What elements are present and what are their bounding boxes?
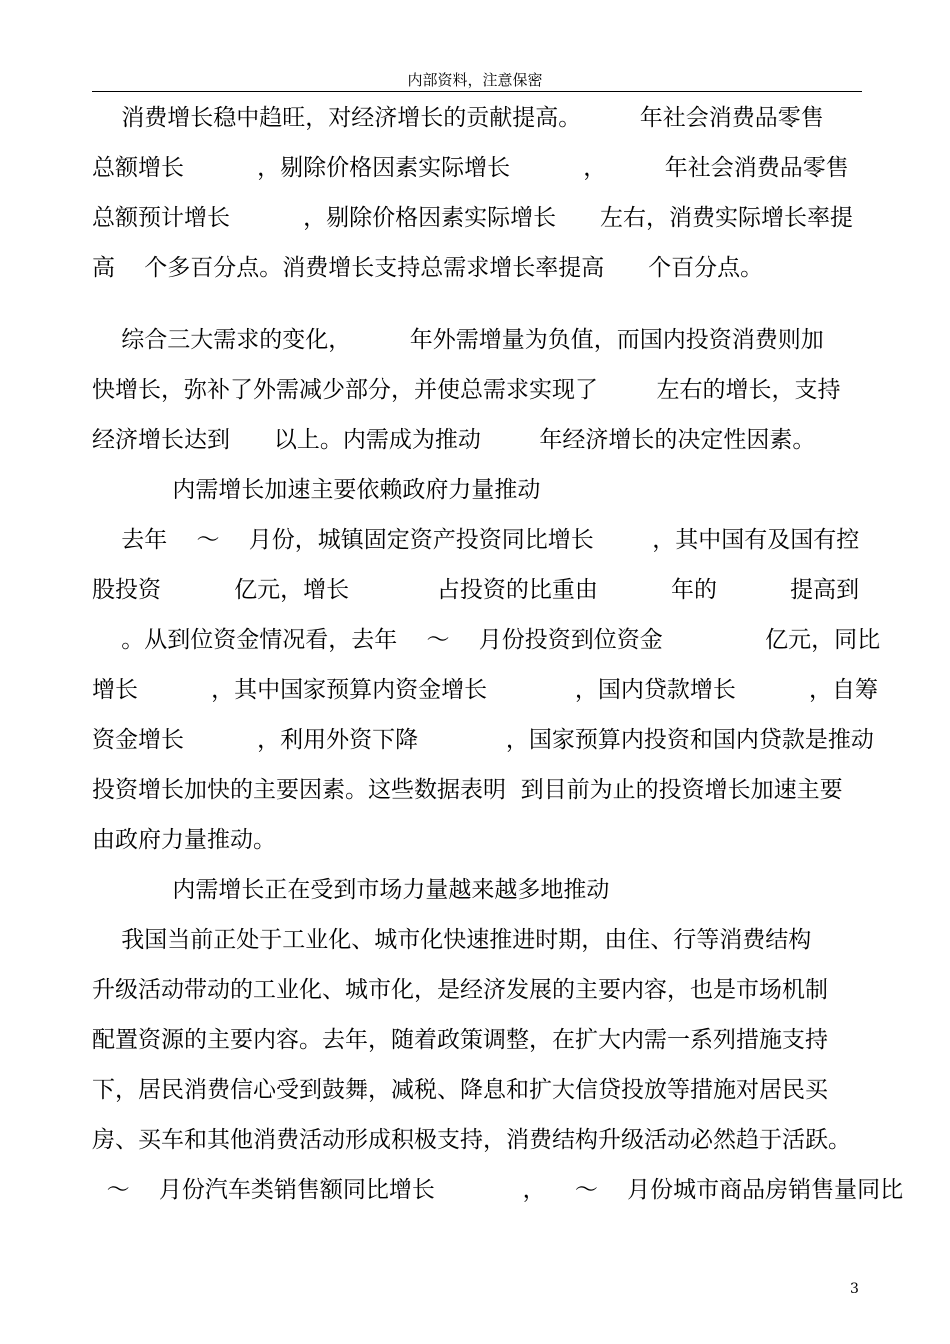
text-line: 经济增长达到 以上。内需成为推动 年经济增长的决定性因素。 bbox=[92, 427, 816, 453]
text-line: 我国当前正处于工业化、城市化快速推进时期，由住、行等消费结构 bbox=[92, 927, 812, 953]
text-line: ～ 月份汽车类销售额同比增长 ， ～ 月份城市商品房销售量同比 bbox=[92, 1177, 904, 1203]
text-line: 由政府力量推动。 bbox=[92, 827, 276, 853]
text-line: 高 个多百分点。消费增长支持总需求增长率提高 个百分点。 bbox=[92, 255, 764, 281]
text-line: 去年 ～ 月份，城镇固定资产投资同比增长 ，其中国有及国有控 bbox=[92, 527, 860, 553]
text-line: 升级活动带动的工业化、城市化，是经济发展的主要内容，也是市场机制 bbox=[92, 977, 828, 1003]
text-line: 。从到位资金情况看，去年 ～ 月份投资到位资金 亿元，同比 bbox=[92, 627, 881, 653]
section-heading: 内需增长正在受到市场力量越来越多地推动 bbox=[92, 877, 610, 903]
text-line: 快增长，弥补了外需减少部分，并使总需求实现了 左右的增长，支持 bbox=[92, 377, 841, 403]
text-line: 下，居民消费信心受到鼓舞，减税、降息和扩大信贷投放等措施对居民买 bbox=[92, 1077, 828, 1103]
text-line: 股投资 亿元，增长 占投资的比重由 年的 提高到 bbox=[92, 577, 860, 603]
text-line: 房、买车和其他消费活动形成积极支持，消费结构升级活动必然趋于活跃。 bbox=[92, 1127, 851, 1153]
section-heading: 内需增长加速主要依赖政府力量推动 bbox=[92, 477, 541, 503]
page-header: 内部资料，注意保密 bbox=[407, 71, 543, 89]
header-rule bbox=[92, 91, 862, 92]
text-line: 总额预计增长 ，剔除价格因素实际增长 左右，消费实际增长率提 bbox=[92, 205, 853, 231]
text-line: 投资增长加快的主要因素。这些数据表明 到目前为止的投资增长加速主要 bbox=[92, 777, 843, 803]
page-number: 3 bbox=[850, 1281, 859, 1297]
text-line: 综合三大需求的变化， 年外需增量为负值，而国内投资消费则加 bbox=[92, 327, 824, 353]
text-line: 总额增长 ，剔除价格因素实际增长 ， 年社会消费品零售 bbox=[92, 155, 849, 181]
text-line: 资金增长 ，利用外资下降 ，国家预算内投资和国内贷款是推动 bbox=[92, 727, 874, 753]
text-line: 增长 ，其中国家预算内资金增长 ，国内贷款增长 ，自筹 bbox=[92, 677, 878, 703]
text-line: 消费增长稳中趋旺，对经济增长的贡献提高。 年社会消费品零售 bbox=[92, 105, 824, 131]
text-line: 配置资源的主要内容。去年，随着政策调整，在扩大内需一系列措施支持 bbox=[92, 1027, 828, 1053]
